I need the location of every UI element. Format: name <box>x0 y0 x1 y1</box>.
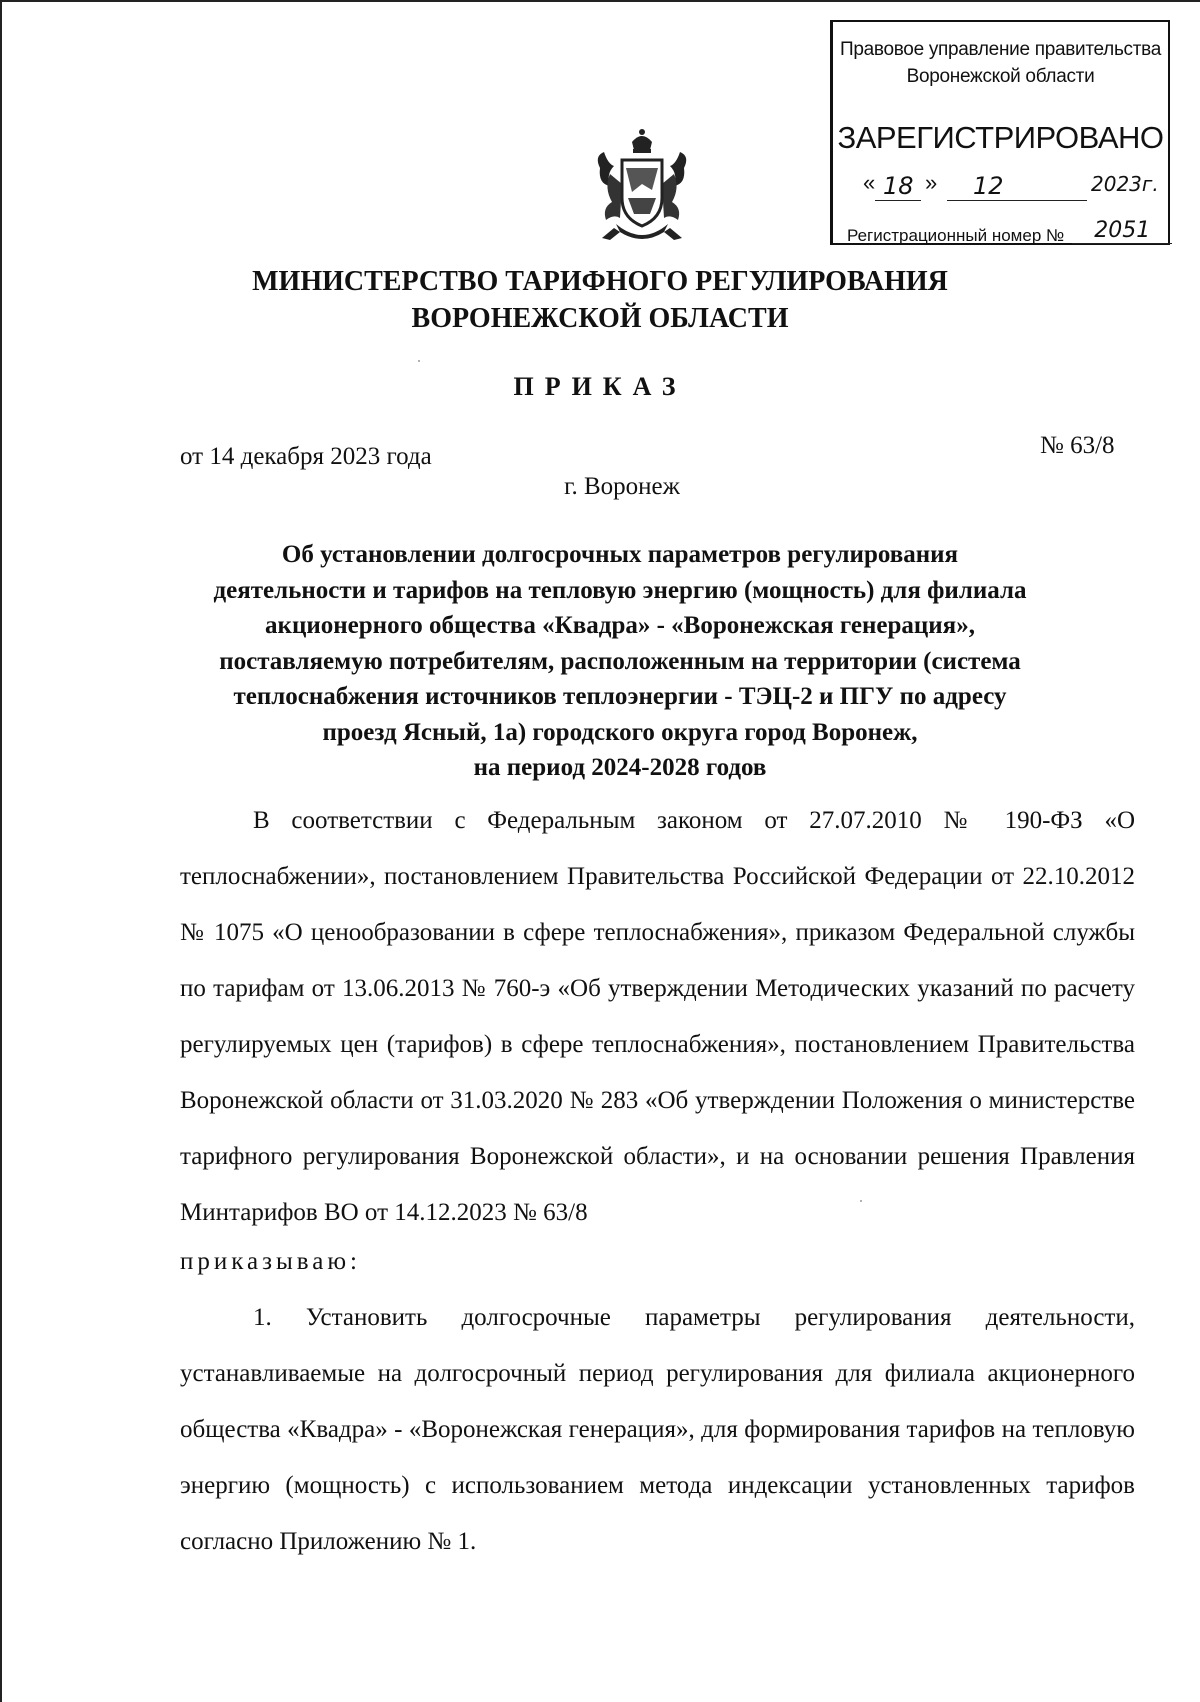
stamp-reg-number: 2051 <box>1072 218 1172 244</box>
stamp-date-day: 18 <box>883 172 914 200</box>
order-subject <box>180 537 1060 786</box>
scan-speck <box>418 360 420 362</box>
preamble-paragraph <box>180 793 1135 1241</box>
order-item-1 <box>180 1290 1135 1570</box>
subject-line: поставляемую потребителям, расположенным на территории (система <box>219 647 1021 675</box>
registration-stamp <box>830 20 1170 245</box>
quote-close: » <box>925 170 938 195</box>
stamp-date <box>863 170 1159 202</box>
scan-speck <box>860 1200 862 1202</box>
orders-word: приказываю: <box>180 1248 361 1275</box>
subject-line: проезд Ясный, 1а) городского округа город Воронеж, <box>322 718 918 746</box>
stamp-organization <box>833 36 1168 90</box>
stamp-date-year: 2023г. <box>1091 172 1159 196</box>
ministry-name-line1: МИНИСТЕРСТВО ТАРИФНОГО РЕГУЛИРОВАНИЯ <box>252 266 948 297</box>
date-underline-day <box>875 200 921 201</box>
subject-line: теплоснабжения источников теплоэнергии - ТЭЦ-2 и ПГУ по адресу <box>233 683 1007 710</box>
subject-line: акционерного общества «Квадра» - «Воронежская генерация», <box>265 612 975 639</box>
stamp-org-line2: Воронежской области <box>906 66 1095 87</box>
scan-border-left <box>0 0 2 1702</box>
ministry-name-line2: ВОРОНЕЖСКОЙ ОБЛАСТИ <box>411 303 789 334</box>
stamp-reg-label: Регистрационный номер № <box>847 226 1065 245</box>
stamp-status: ЗАРЕГИСТРИРОВАНО <box>837 120 1164 155</box>
date-underline-month <box>947 200 1087 201</box>
scan-border-top <box>0 0 1200 2</box>
document-type-title: ПРИКАЗ <box>513 372 687 401</box>
stamp-registration <box>847 218 1163 248</box>
order-number: № 63/8 <box>1040 432 1115 459</box>
stamp-org-line1: Правовое управление правительства <box>839 39 1161 60</box>
quote-open: « <box>863 170 876 195</box>
subject-line: Об установлении долгосрочных параметров регулирования <box>281 541 959 568</box>
subject-line: на период 2024-2028 годов <box>473 754 767 781</box>
coat-of-arms-icon <box>592 128 692 246</box>
order-date: от 14 декабря 2023 года <box>180 443 432 470</box>
subject-line: деятельности и тарифов на тепловую энергию (мощность) для филиала <box>213 576 1027 604</box>
stamp-date-month: 12 <box>973 172 1004 200</box>
order-item-1-text: 1. Установить долгосрочные параметры регулирования деятельности, устанавливаемые на долгосрочный период регулирования для филиала акционерного общества «Квадра» - «Воронежская генерация», для формирования тарифов на тепловую энергию (мощность) с использованием метода индексации установленных тарифов согласно Приложению № 1. <box>180 1304 1135 1555</box>
order-city: г. Воронеж <box>564 473 680 500</box>
preamble-text: В соответствии с Федеральным законом от 27.07.2010 № 190-ФЗ «О теплоснабжении», постановлением Правительства Российской Федерации от 22.10.2012 № 1075 «О ценообразовании в сфере теплоснабжения», приказом Федеральной службы по тарифам от 13.06.2013 № 760-э «Об утверждении Методических указаний по расчету регулируемых цен (тарифов) в сфере теплоснабжения», постановлением Правительства Воронежской области от 31.03.2020 № 283 «Об утверждении Положения о министерстве тарифного регулирования Воронежской области», и на основании решения Правления Минтарифов ВО от 14.12.2023 № 63/8 <box>180 807 1135 1226</box>
